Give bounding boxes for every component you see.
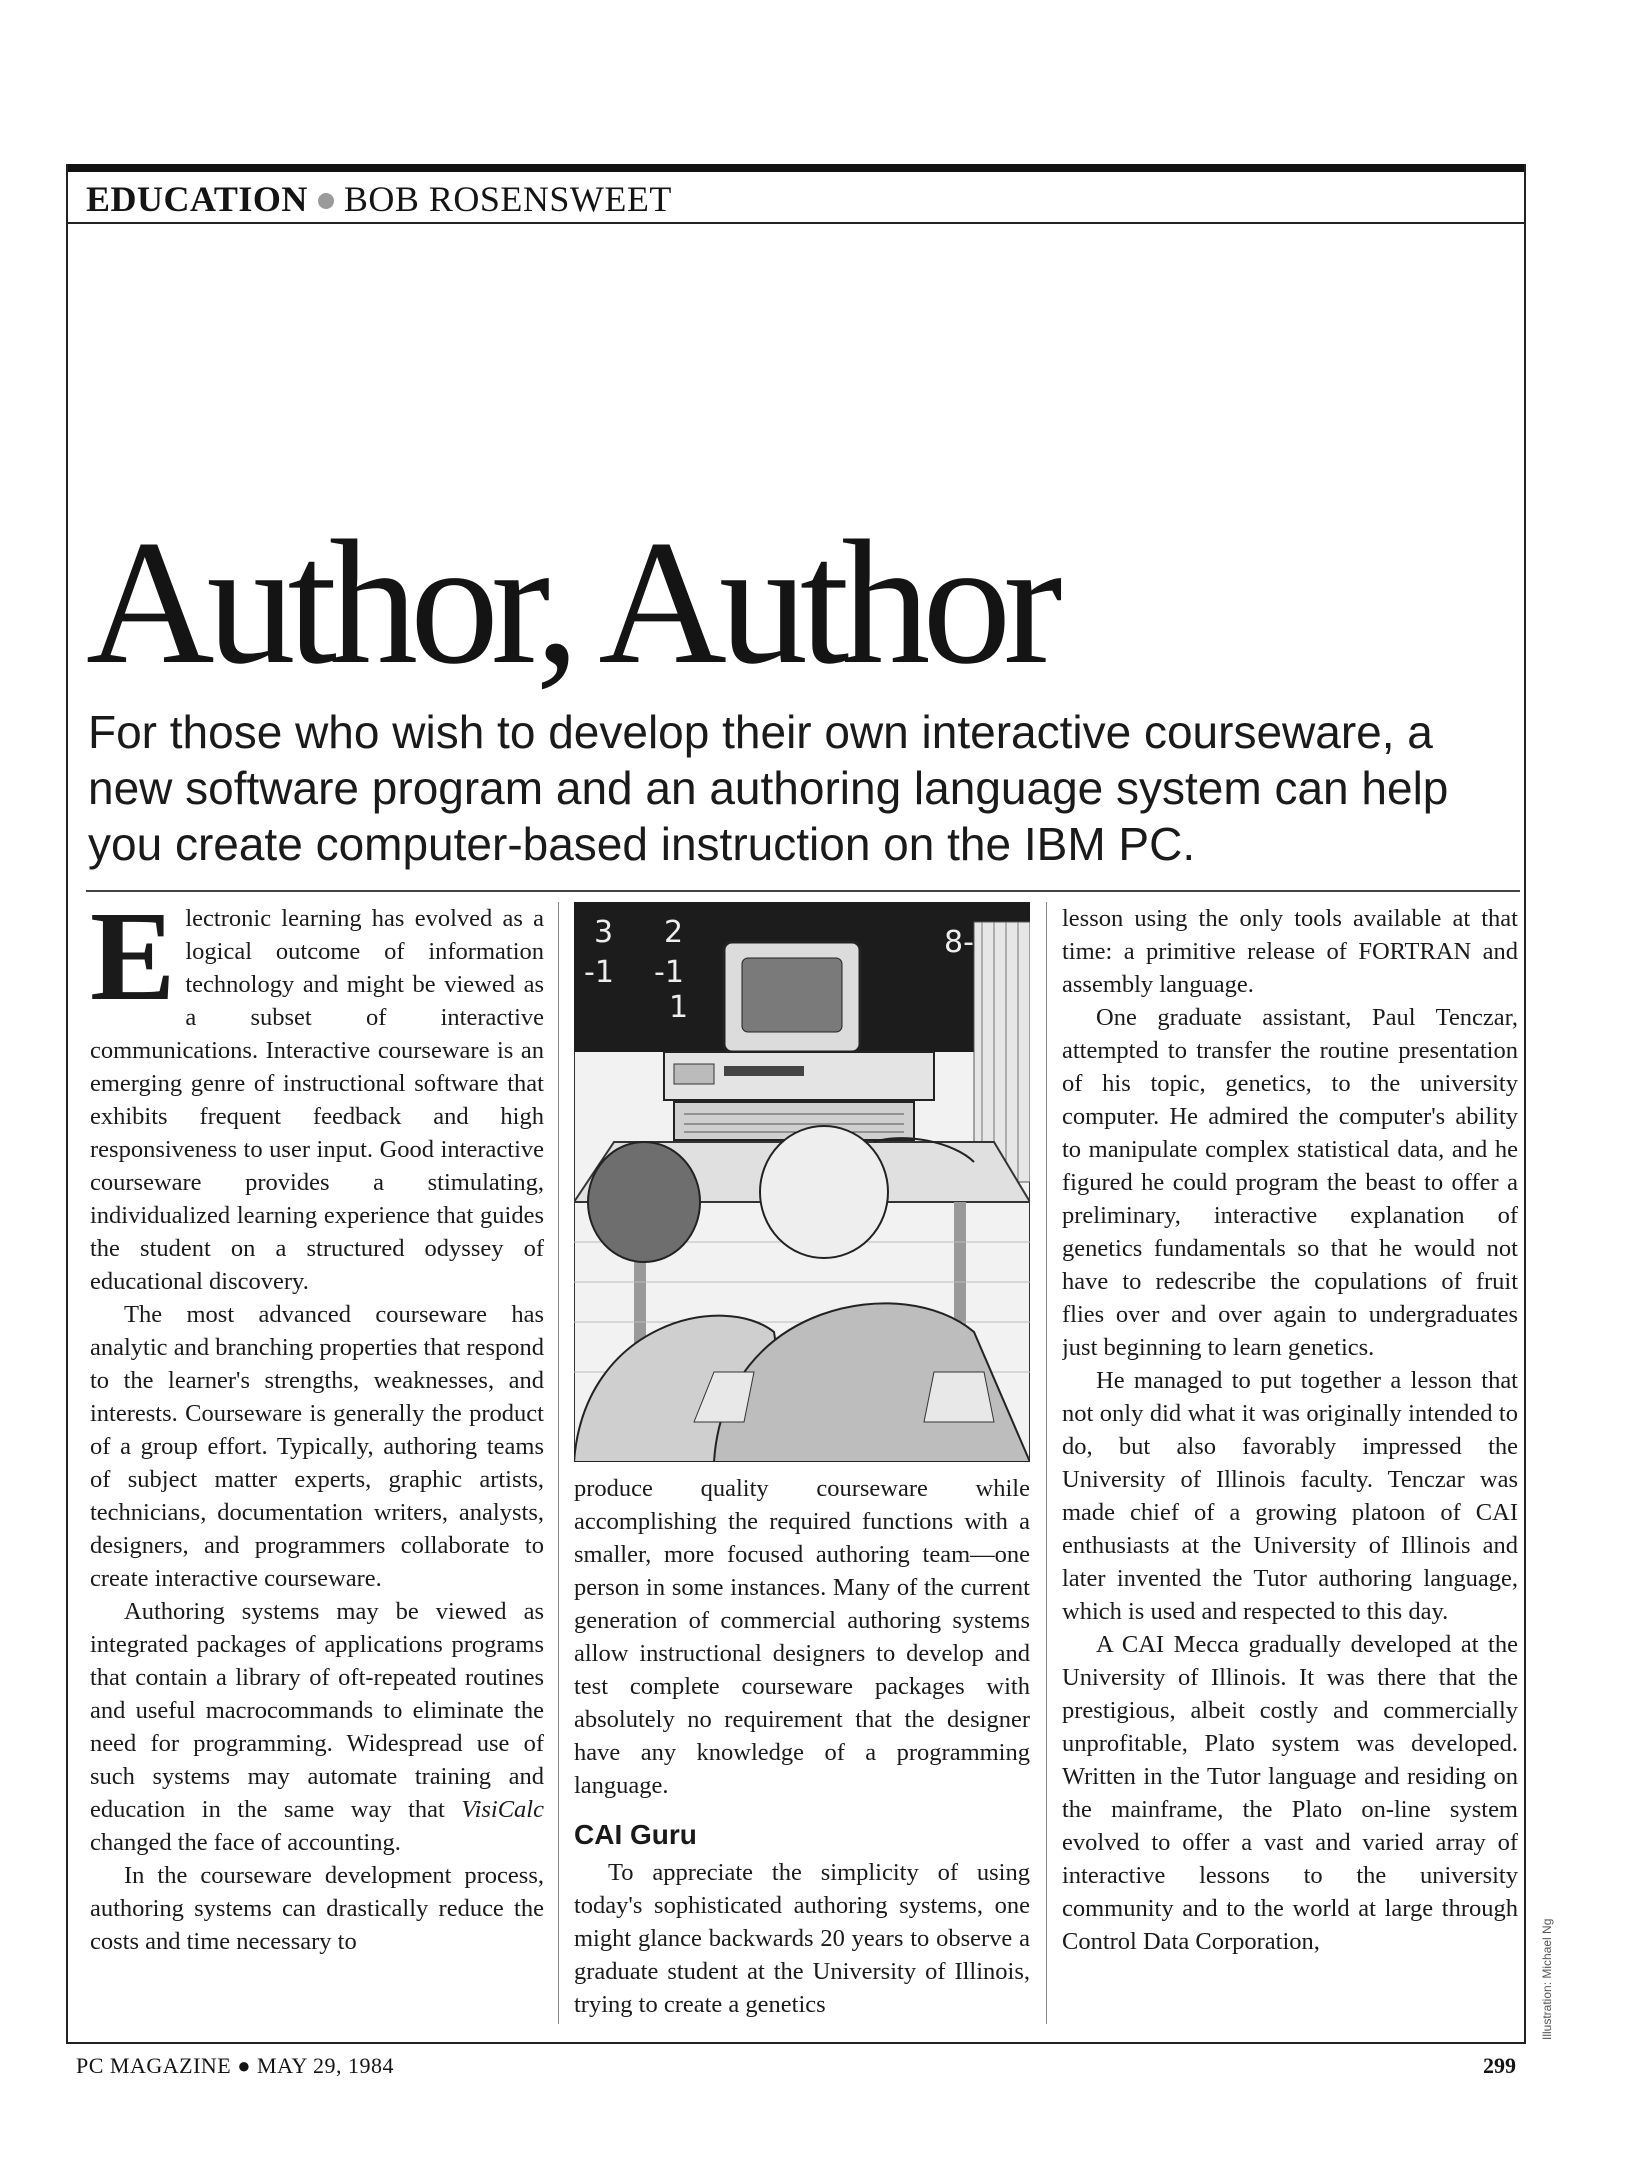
chalk-numeral: -1 xyxy=(654,955,684,990)
bullet-dot-icon xyxy=(318,193,334,209)
column-1 xyxy=(90,902,544,2024)
chalk-numeral: 8- xyxy=(944,925,974,960)
chalk-numeral: 3 xyxy=(594,915,614,950)
article-deck: For those who wish to develop their own interactive courseware, a new software program and an authoring language system can help you create computer-based instruction on the IBM PC. xyxy=(88,706,1449,870)
chalk-numeral: 2 xyxy=(664,915,684,950)
paragraph: The most advanced courseware has analytic and branching properties that respond to the learner's strengths, weaknesses, and interests. Courseware is generally the product of a group effort. Typically, authoring teams of subject matter experts, graphic artists, technicians, documentation writers, analysts, designers, and programmers collaborate to create interactive courseware. xyxy=(90,1301,544,1592)
page-number: 299 xyxy=(1483,2053,1516,2078)
chalk-numeral: 1 xyxy=(669,990,689,1025)
paragraph: To appreciate the simplicity of using today's sophisticated authoring systems, one might glance backwards 20 years to observe a graduate student at the University of Illinois, trying to create a genetics xyxy=(574,1859,1030,2018)
column-2 xyxy=(574,902,1030,2024)
subhead: CAI Guru xyxy=(574,1819,697,1850)
footer-magazine: PC MAGAZINE ● MAY 29, 1984 xyxy=(76,2053,395,2078)
page-footer xyxy=(66,2048,1526,2084)
paragraph: produce quality courseware while accomplishing the required functions with a smaller, more focused authoring team—one person in some instances. Many of the current generation of commercial authoring systems allow instructional designers to develop and test complete courseware packages with absolutely no requirement that the designer have any knowledge of a programming language. xyxy=(574,1475,1030,1799)
article-title: Author, Author xyxy=(86,503,1055,701)
chalk-numeral: -1 xyxy=(584,955,614,990)
section-header xyxy=(68,174,1524,224)
column-divider xyxy=(558,902,559,2024)
paragraph: Electronic learning has evolved as a logical outcome of information technology and might be viewed as a subset of interactive communications. Interactive courseware is an emerging genre of instructional software that exhibits frequent feedback and high responsiveness to user input. Good interactive courseware provides a stimulating, individualized learning experience that guides the student on a structured odyssey of educational discovery. xyxy=(90,902,544,1295)
column-divider xyxy=(1046,902,1047,2024)
classroom-computer-illustration xyxy=(574,902,1030,1462)
paragraph: He managed to put together a lesson that not only did what it was originally intended to do, but also favorably impressed the University of Illinois faculty. Tenczar was made chief of a growing platoon of CAI enthusiasts at the University of Illinois and later invented the Tutor authoring language, which is used and respected to this day. xyxy=(1062,1367,1518,1625)
section-label: EDUCATION xyxy=(86,179,308,219)
paragraph: A CAI Mecca gradually developed at the University of Illinois. It was there that the prestigious, albeit costly and commercially unprofitable, Plato system was developed. Written in the Tutor language and residing on the mainframe, the Plato on-line system evolved to offer a vast and varied array of interactive lessons to the university community and to the world at large through Control Data Corporation, xyxy=(1062,1631,1518,1955)
column-3 xyxy=(1062,902,1518,2024)
paragraph: In the courseware development process, authoring systems can drastically reduce the costs and time necessary to xyxy=(90,1862,544,1955)
author-byline: BOB ROSENSWEET xyxy=(343,179,672,219)
drop-cap: E xyxy=(90,902,176,1027)
deck-divider xyxy=(86,890,1520,892)
paragraph: One graduate assistant, Paul Tenczar, attempted to transfer the routine presentation of his topic, genetics, to the university computer. He admired the computer's ability to manipulate complex statistical data, and he figured he could program the beast to offer a preliminary, interactive explanation of genetics fundamentals so that he would not have to redescribe the copulations of fruit flies over and over again to undergraduates just beginning to learn genetics. xyxy=(1062,1004,1518,1361)
illustration-credit: Illustration: Michael Ng xyxy=(1540,1918,1554,2040)
paragraph: Authoring systems may be viewed as integrated packages of applications programs that contain a library of oft-repeated routines and useful macrocommands to eliminate the need for programming. Widespread use of such systems may automate training and education in the same way that VisiCalc changed the face of accounting. xyxy=(90,1598,544,1856)
paragraph: lesson using the only tools available at that time: a primitive release of FORTRAN and assembly language. xyxy=(1062,905,1518,998)
